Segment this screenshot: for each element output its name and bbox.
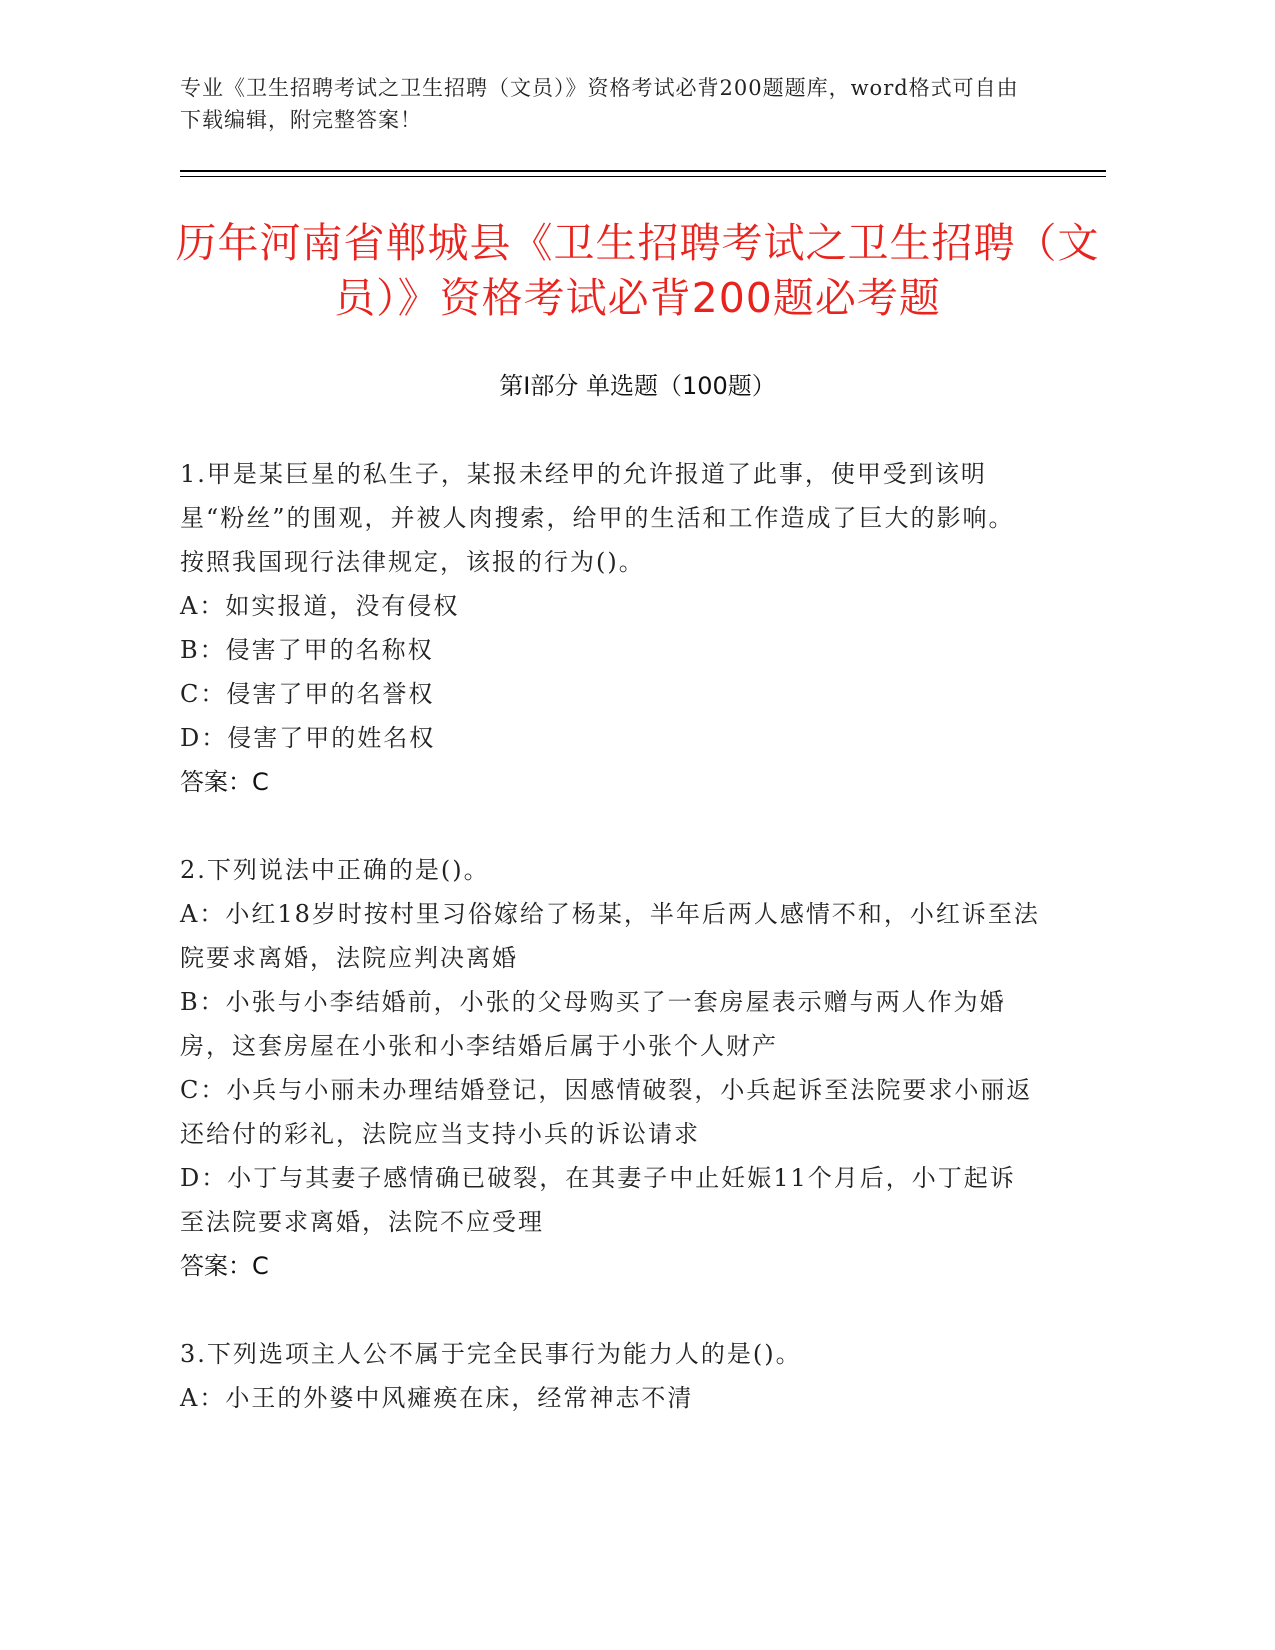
question-stem: 1.甲是某巨星的私生子，某报未经甲的允许报道了此事，使甲受到该明星“粉丝”的围观，并被人肉搜索，给甲的生活和工作造成了巨大的影响。按照我国现行法律规定，该报的行为()。: [180, 460, 1015, 576]
option-c: C：小兵与小丽未办理结婚登记，因感情破裂，小兵起诉至法院要求小丽返还给付的彩礼，法院应当支持小兵的诉讼请求: [180, 1076, 1033, 1148]
question-stem: 3.下列选项主人公不属于完全民事行为能力人的是()。: [180, 1340, 802, 1368]
answer-line: 答案：C: [180, 768, 269, 796]
option-c: C：侵害了甲的名誉权: [180, 680, 435, 708]
question-stem: 2.下列说法中正确的是()。: [180, 856, 490, 884]
section-heading: 第Ⅰ部分 单选题（100题）: [499, 372, 776, 400]
option-a: A：小王的外婆中风瘫痪在床，经常神志不清: [180, 1384, 694, 1412]
option-b: B：小张与小李结婚前，小张的父母购买了一套房屋表示赠与两人作为婚房，这套房屋在小张和小李结婚后属于小张个人财产: [180, 988, 1006, 1060]
option-d: D：侵害了甲的姓名权: [180, 724, 436, 752]
option-d: D：小丁与其妻子感情确已破裂，在其妻子中止妊娠11个月后，小丁起诉至法院要求离婚，法院不应受理: [180, 1164, 1016, 1236]
question-list: [180, 452, 1040, 1464]
header-note: 专业《卫生招聘考试之卫生招聘（文员）》资格考试必背200题题库，word格式可自由下载编辑，附完整答案！: [180, 76, 1019, 132]
option-a: A：如实报道，没有侵权: [180, 592, 460, 620]
question-3: [180, 1332, 1040, 1420]
header-divider-thin: [180, 176, 1106, 177]
answer-line: 答案：C: [180, 1252, 269, 1280]
option-a: A：小红18岁时按村里习俗嫁给了杨某，半年后两人感情不和，小红诉至法院要求离婚，法院应判决离婚: [180, 900, 1040, 972]
option-b: B：侵害了甲的名称权: [180, 636, 434, 664]
question-2: [180, 848, 1040, 1288]
question-1: [180, 452, 1040, 804]
header-divider-thick: [180, 170, 1106, 172]
document-title: 历年河南省郸城县《卫生招聘考试之卫生招聘（文员）》资格考试必背200题必考题: [175, 219, 1100, 322]
